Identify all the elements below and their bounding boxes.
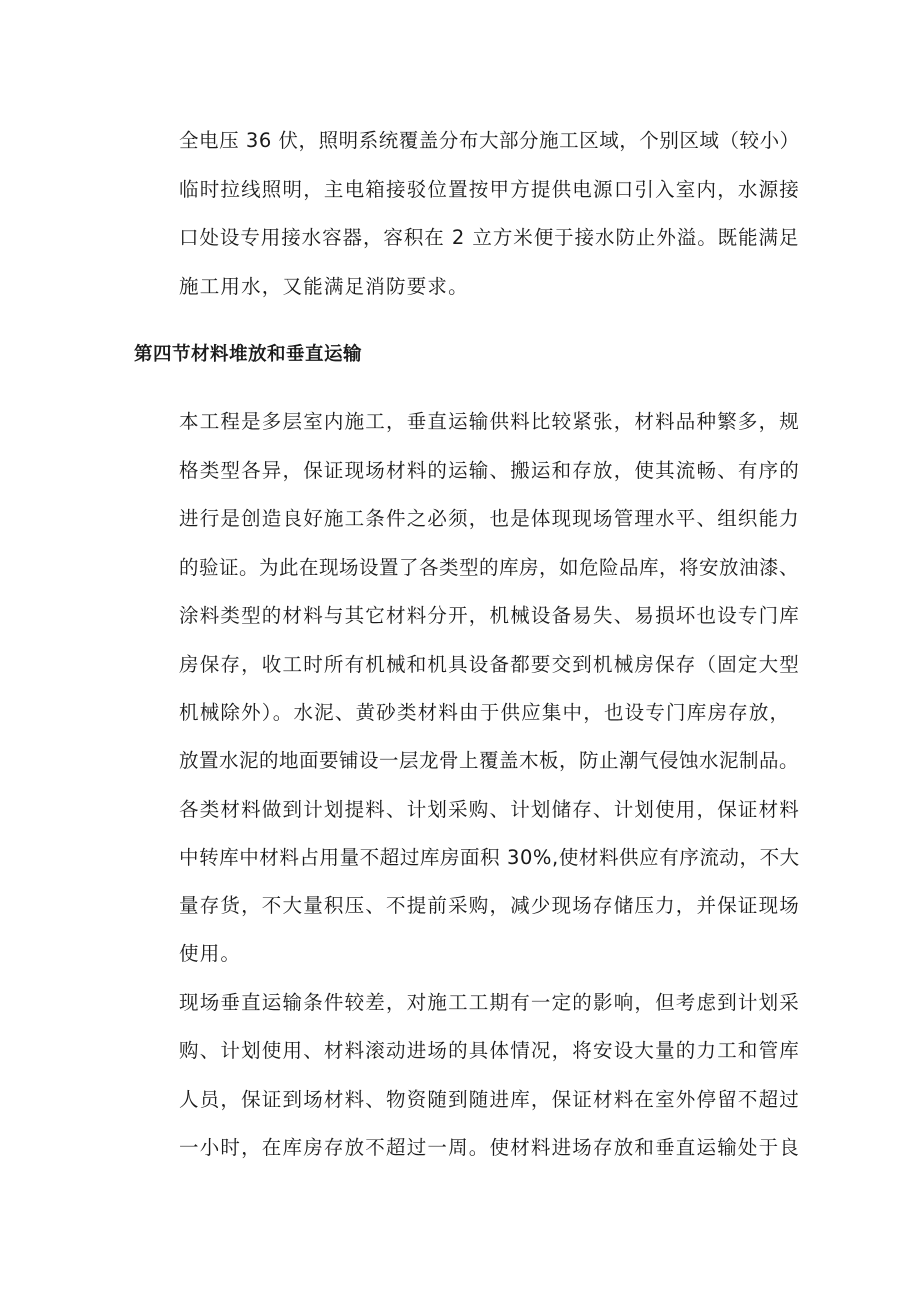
paragraph3-line-1: 现场垂直运输条件较差，对施工工期有一定的影响，但考虑到计划采 bbox=[179, 991, 801, 1014]
paragraph3-line-3: 人员，保证到场材料、物资随到随进库，保证材料在室外停留不超过 bbox=[179, 1088, 801, 1111]
paragraph2-line-10: 中转库中材料占用量不超过库房面积 30%,使材料供应有序流动，不大 bbox=[179, 846, 800, 869]
paragraph2-line-8: 放置水泥的地面要铺设一层龙骨上覆盖木板，防止潮气侵蚀水泥制品。 bbox=[179, 749, 800, 772]
paragraph1-line-4: 施工用水，又能满足消防要求。 bbox=[179, 275, 469, 298]
paragraph1-line-2: 临时拉线照明，主电箱接驳位置按甲方提供电源口引入室内，水源接 bbox=[179, 178, 801, 201]
paragraph2-line-7: 机械除外）。水泥、黄砂类材料由于供应集中，也设专门库房存放， bbox=[179, 701, 791, 724]
paragraph2-line-12: 使用。 bbox=[179, 942, 242, 965]
paragraph2-line-11: 量存货，不大量积压、不提前采购，减少现场存储压力，并保证现场 bbox=[179, 894, 801, 917]
paragraph2-line-5: 涂料类型的材料与其它材料分开，机械设备易失、易损坏也设专门库 bbox=[179, 604, 801, 627]
paragraph2-line-3: 进行是创造良好施工条件之必须，也是体现现场管理水平、组织能力 bbox=[179, 507, 801, 530]
paragraph2-line-1: 本工程是多层室内施工，垂直运输供料比较紧张，材料品种繁多，规 bbox=[179, 410, 801, 433]
paragraph2-line-9: 各类材料做到计划提料、计划采购、计划储存、计划使用，保证材料 bbox=[179, 798, 801, 821]
paragraph2-line-4: 的验证。为此在现场设置了各类型的库房，如危险品库，将安放油漆、 bbox=[179, 556, 800, 579]
paragraph3-line-2: 购、计划使用、材料滚动进场的具体情况，将安设大量的力工和管库 bbox=[179, 1039, 801, 1062]
section-heading: 第四节材料堆放和垂直运输 bbox=[134, 344, 363, 365]
paragraph3-line-4: 一小时，在库房存放不超过一周。使材料进场存放和垂直运输处于良 bbox=[179, 1136, 801, 1159]
paragraph2-line-6: 房保存，收工时所有机械和机具设备都要交到机械房保存（固定大型 bbox=[179, 653, 801, 676]
paragraph1-line-1: 全电压 36 伏，照明系统覆盖分布大部分施工区域，个别区域（较小） bbox=[179, 129, 800, 152]
paragraph1-line-3: 口处设专用接水容器，容积在 2 立方米便于接水防止外溢。既能满足 bbox=[179, 226, 800, 249]
paragraph2-line-2: 格类型各异，保证现场材料的运输、搬运和存放，使其流畅、有序的 bbox=[179, 459, 801, 482]
